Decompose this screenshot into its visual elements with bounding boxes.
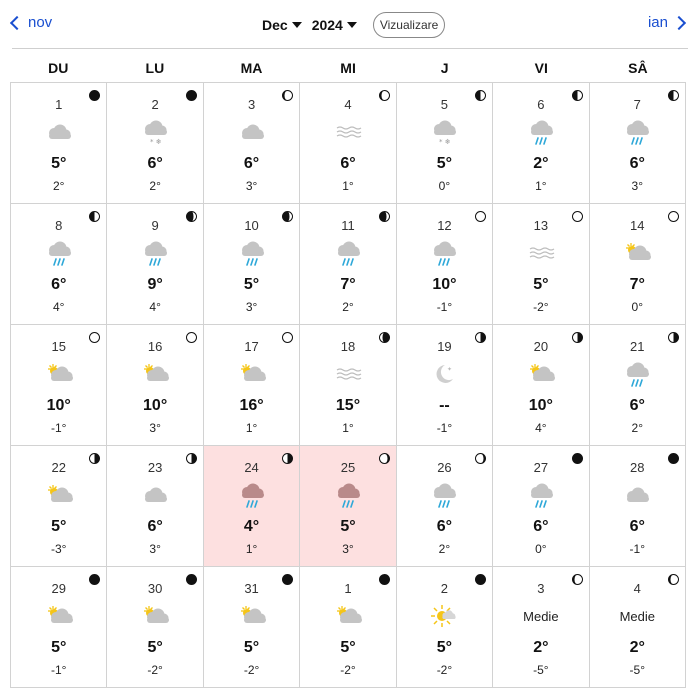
day-number: 5 <box>440 97 449 112</box>
partly-sunny-icon <box>45 361 73 387</box>
day-cell[interactable] <box>397 446 493 567</box>
cloud-icon <box>623 482 651 508</box>
low-temp: 1° <box>245 421 258 435</box>
day-number: 19 <box>437 339 452 354</box>
day-cell[interactable] <box>11 83 107 204</box>
moon-phase-icon <box>475 451 486 462</box>
day-cell[interactable] <box>107 446 203 567</box>
day-number: 6 <box>537 97 545 112</box>
day-number: 20 <box>533 339 549 354</box>
day-number: 28 <box>630 460 645 475</box>
day-cell[interactable] <box>204 204 300 325</box>
day-number: 17 <box>244 339 259 354</box>
day-cell[interactable] <box>397 204 493 325</box>
chevron-right-icon <box>672 15 686 29</box>
low-temp: -2° <box>147 663 163 677</box>
high-temp: 6° <box>436 518 453 535</box>
moon-phase-icon <box>89 330 100 341</box>
moon-phase-icon <box>475 572 486 583</box>
day-cell[interactable] <box>397 567 493 688</box>
high-temp: 10° <box>432 276 457 293</box>
low-temp: -1° <box>50 421 67 435</box>
low-temp: 2° <box>438 542 451 556</box>
weekday-label: MI <box>340 60 356 76</box>
low-temp: 1° <box>342 179 354 193</box>
rain-icon <box>623 361 651 387</box>
high-temp: 10° <box>46 397 71 414</box>
partly-sunny-icon <box>527 361 555 387</box>
cloud-snow-icon <box>430 119 458 145</box>
day-cell[interactable] <box>300 83 396 204</box>
moon-phase-icon <box>572 451 583 462</box>
weekday-label: J <box>440 60 449 76</box>
fog-icon <box>527 240 555 266</box>
moon-phase-icon <box>186 330 197 341</box>
month-value: Dec <box>262 17 288 33</box>
day-number: 1 <box>344 581 352 596</box>
high-temp: -- <box>439 397 450 414</box>
rain-icon <box>334 240 362 266</box>
high-temp: 9° <box>147 276 163 293</box>
prev-month-label: nov <box>28 14 53 31</box>
day-number: 4 <box>633 581 641 596</box>
cloud-icon <box>141 482 169 508</box>
caret-down-icon <box>292 22 302 28</box>
moon-icon <box>430 361 458 387</box>
day-cell[interactable] <box>397 83 493 204</box>
moon-phase-icon <box>379 88 390 99</box>
moon-phase-icon <box>89 572 100 583</box>
partly-sunny-icon <box>141 603 169 629</box>
day-number: 25 <box>340 460 356 475</box>
low-temp: -3° <box>50 542 67 556</box>
rain-icon <box>430 240 458 266</box>
low-temp: 0° <box>535 542 547 556</box>
view-button[interactable]: Vizualizare <box>373 12 445 38</box>
day-number: 23 <box>147 460 163 475</box>
moon-phase-icon <box>186 209 197 220</box>
high-temp: 6° <box>147 518 163 535</box>
moon-phase-icon <box>572 88 583 99</box>
moon-phase-icon <box>379 330 390 341</box>
rain-icon <box>334 482 362 508</box>
day-number: 10 <box>244 218 259 233</box>
high-temp: 5° <box>436 639 453 656</box>
day-number: 13 <box>533 218 549 233</box>
day-cell[interactable] <box>493 567 589 688</box>
day-number: 18 <box>340 339 356 354</box>
partly-sunny-icon <box>334 603 362 629</box>
moon-phase-icon <box>475 88 486 99</box>
moon-phase-icon <box>668 451 679 462</box>
weekday-label: DU <box>48 60 69 76</box>
weekday-label: VI <box>534 60 548 76</box>
day-number: 24 <box>244 460 259 475</box>
moon-phase-icon <box>475 330 486 341</box>
high-temp: 2° <box>629 639 645 656</box>
calendar-header <box>0 0 700 48</box>
average-label: Medie <box>523 609 559 624</box>
moon-phase-icon <box>186 572 197 583</box>
day-cell[interactable] <box>493 446 589 567</box>
moon-phase-icon <box>89 209 100 220</box>
low-temp: 1° <box>245 542 258 556</box>
day-number: 14 <box>630 218 645 233</box>
low-temp: 3° <box>342 542 354 556</box>
high-temp: 5° <box>340 518 356 535</box>
weekday-label: SÂ <box>628 60 648 76</box>
partly-sunny-icon <box>45 603 73 629</box>
day-number: 21 <box>630 339 645 354</box>
day-cell[interactable] <box>300 446 396 567</box>
low-temp: -1° <box>436 421 453 435</box>
high-temp: 6° <box>533 518 549 535</box>
partly-sunny-icon <box>238 361 266 387</box>
day-number: 8 <box>55 218 63 233</box>
day-number: 2 <box>151 97 159 112</box>
day-cell[interactable] <box>204 325 300 446</box>
low-temp: 1° <box>535 179 547 193</box>
weekday-header <box>10 60 686 76</box>
year-value: 2024 <box>311 17 343 33</box>
month-year-controls <box>262 12 445 38</box>
moon-phase-icon <box>668 572 679 583</box>
low-temp: 2° <box>149 179 161 193</box>
high-temp: 2° <box>533 155 549 172</box>
high-temp: 15° <box>335 397 361 414</box>
day-cell[interactable] <box>397 325 493 446</box>
day-cell[interactable] <box>493 204 589 325</box>
weekday-label: MA <box>240 60 263 76</box>
rain-icon <box>527 482 555 508</box>
high-temp: 5° <box>243 639 260 656</box>
partly-sunny-icon <box>238 603 266 629</box>
moon-phase-icon <box>379 451 390 462</box>
high-temp: 6° <box>243 155 260 172</box>
day-number: 1 <box>55 97 63 112</box>
low-temp: -1° <box>50 663 67 677</box>
day-number: 26 <box>437 460 452 475</box>
day-cell[interactable] <box>107 567 203 688</box>
high-temp: 6° <box>340 155 356 172</box>
next-month-label: ian <box>647 14 668 31</box>
day-cell[interactable] <box>107 83 203 204</box>
moon-phase-icon <box>282 330 293 341</box>
partly-sunny-icon <box>141 361 169 387</box>
day-cell[interactable] <box>590 204 686 325</box>
low-temp: -1° <box>436 300 453 314</box>
header-divider <box>12 48 688 49</box>
day-cell[interactable] <box>11 446 107 567</box>
moon-phase-icon <box>282 209 293 220</box>
moon-phase-icon <box>668 330 679 341</box>
svg-text:* ❄: * ❄ <box>150 138 162 145</box>
svg-text:✦: ✦ <box>447 366 453 373</box>
low-temp: 3° <box>631 179 644 193</box>
day-number: 9 <box>151 218 159 233</box>
day-cell[interactable] <box>11 325 107 446</box>
next-month-link[interactable] <box>648 14 684 31</box>
day-number: 29 <box>51 581 66 596</box>
day-cell[interactable] <box>300 325 396 446</box>
moon-phase-icon <box>572 209 583 220</box>
low-temp: 4° <box>149 300 161 314</box>
low-temp: -1° <box>629 542 646 556</box>
caret-down-icon <box>347 22 357 28</box>
moon-phase-icon <box>89 451 100 462</box>
cloud-icon <box>45 119 73 145</box>
day-cell[interactable] <box>590 83 686 204</box>
high-temp: 5° <box>533 276 549 293</box>
day-cell[interactable] <box>590 325 686 446</box>
high-temp: 10° <box>143 397 168 414</box>
moon-phase-icon <box>282 572 293 583</box>
weekday-label: LU <box>145 60 165 76</box>
cloud-snow-icon <box>141 119 169 145</box>
high-temp: 10° <box>528 397 553 414</box>
high-temp: 4° <box>243 518 260 535</box>
day-number: 4 <box>344 97 352 112</box>
prev-month-link[interactable] <box>12 14 52 31</box>
moon-phase-icon <box>282 88 293 99</box>
moon-phase-icon <box>89 88 100 99</box>
high-temp: 16° <box>239 397 264 414</box>
day-cell[interactable] <box>590 446 686 567</box>
low-temp: -2° <box>340 663 356 677</box>
day-cell[interactable] <box>107 325 203 446</box>
month-dropdown[interactable] <box>262 17 302 33</box>
low-temp: -5° <box>533 663 549 677</box>
low-temp: 4° <box>52 300 65 314</box>
moon-phase-icon <box>186 451 197 462</box>
fog-icon <box>334 119 362 145</box>
high-temp: 5° <box>51 639 67 656</box>
day-number: 7 <box>633 97 641 112</box>
moon-phase-icon <box>572 330 583 341</box>
day-number: 30 <box>147 581 163 596</box>
day-cell[interactable] <box>204 567 300 688</box>
low-temp: 3° <box>245 300 258 314</box>
cloud-icon <box>238 119 266 145</box>
low-temp: 1° <box>342 421 354 435</box>
day-cell[interactable] <box>590 567 686 688</box>
high-temp: 5° <box>51 518 67 535</box>
low-temp: 0° <box>631 300 644 314</box>
partly-sunny-icon <box>45 482 73 508</box>
rain-icon <box>238 240 266 266</box>
day-number: 27 <box>533 460 549 475</box>
high-temp: 2° <box>533 639 549 656</box>
day-cell[interactable] <box>11 567 107 688</box>
svg-text:* ❄: * ❄ <box>439 138 452 145</box>
moon-phase-icon <box>379 209 390 220</box>
partly-sunny-icon <box>623 240 651 266</box>
high-temp: 5° <box>243 276 260 293</box>
low-temp: 4° <box>535 421 547 435</box>
fog-icon <box>334 361 362 387</box>
moon-phase-icon <box>186 88 197 99</box>
day-cell[interactable] <box>11 204 107 325</box>
rain-icon <box>623 119 651 145</box>
day-cell[interactable] <box>493 83 589 204</box>
rain-icon <box>238 482 266 508</box>
moon-phase-icon <box>572 572 583 583</box>
high-temp: 6° <box>51 276 67 293</box>
high-temp: 7° <box>629 276 645 293</box>
day-number: 12 <box>437 218 452 233</box>
moon-phase-icon <box>668 88 679 99</box>
low-temp: 2° <box>52 179 65 193</box>
high-temp: 5° <box>147 639 163 656</box>
low-temp: 2° <box>631 421 644 435</box>
day-number: 15 <box>51 339 66 354</box>
rain-icon <box>527 119 555 145</box>
high-temp: 6° <box>629 518 645 535</box>
high-temp: 7° <box>340 276 356 293</box>
calendar-grid <box>10 82 686 688</box>
high-temp: 6° <box>147 155 163 172</box>
year-dropdown[interactable] <box>312 17 357 33</box>
day-cell[interactable] <box>107 204 203 325</box>
day-cell[interactable] <box>300 567 396 688</box>
moon-phase-icon <box>379 572 390 583</box>
rain-icon <box>141 240 169 266</box>
day-number: 31 <box>244 581 259 596</box>
day-number: 2 <box>440 581 449 596</box>
day-cell[interactable] <box>204 446 300 567</box>
day-cell[interactable] <box>300 204 396 325</box>
day-cell[interactable] <box>493 325 589 446</box>
rain-icon <box>45 240 73 266</box>
high-temp: 5° <box>51 155 67 172</box>
chevron-left-icon <box>10 15 24 29</box>
low-temp: 3° <box>245 179 258 193</box>
day-cell[interactable] <box>204 83 300 204</box>
high-temp: 6° <box>629 155 645 172</box>
low-temp: 3° <box>149 542 161 556</box>
rain-icon <box>430 482 458 508</box>
day-number: 16 <box>147 339 163 354</box>
sunny-icon <box>430 603 458 629</box>
low-temp: 0° <box>438 179 451 193</box>
low-temp: -2° <box>533 300 549 314</box>
low-temp: 2° <box>342 300 354 314</box>
high-temp: 5° <box>436 155 453 172</box>
day-number: 22 <box>51 460 66 475</box>
high-temp: 5° <box>340 639 356 656</box>
average-label: Medie <box>619 609 655 624</box>
moon-phase-icon <box>282 451 293 462</box>
day-number: 3 <box>247 97 256 112</box>
day-number: 3 <box>537 581 545 596</box>
high-temp: 6° <box>629 397 645 414</box>
low-temp: -5° <box>629 663 646 677</box>
low-temp: -2° <box>436 663 453 677</box>
moon-phase-icon <box>668 209 679 220</box>
moon-phase-icon <box>475 209 486 220</box>
day-number: 11 <box>341 218 355 233</box>
low-temp: 3° <box>149 421 161 435</box>
low-temp: -2° <box>243 663 260 677</box>
